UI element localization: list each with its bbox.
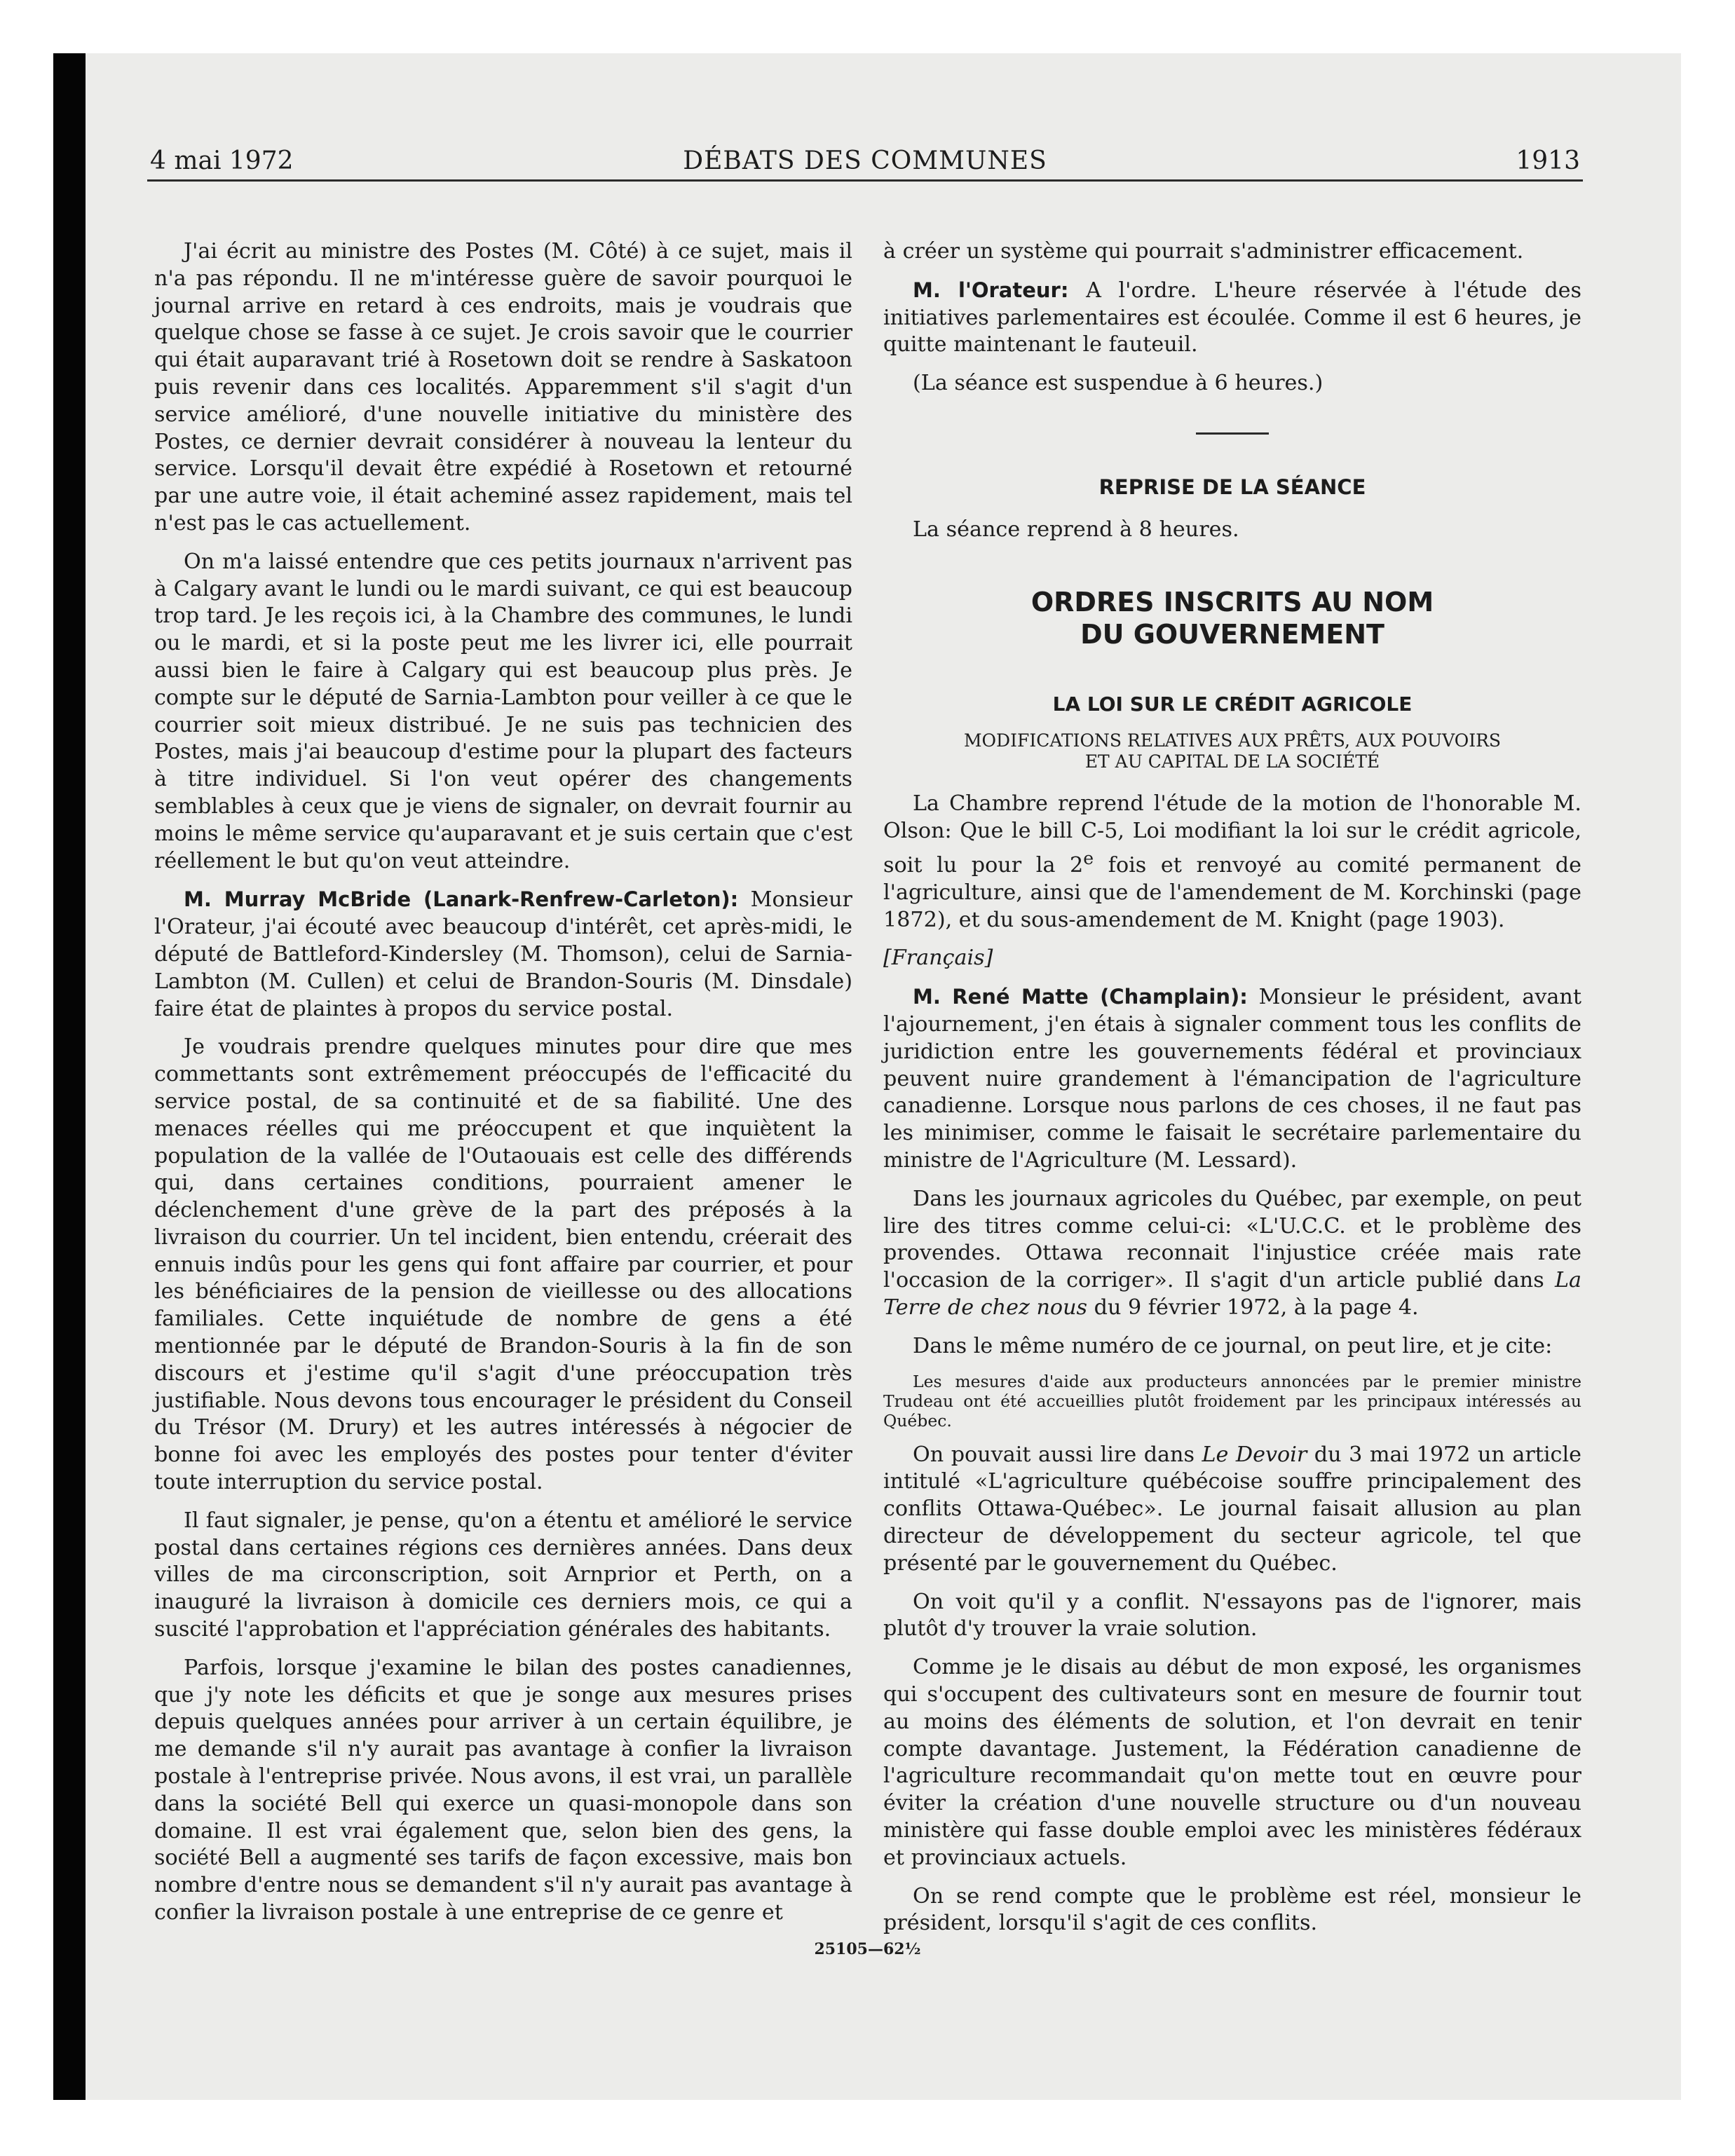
paragraph <box>883 791 1581 934</box>
paragraph: Je voudrais prendre quelques minutes pour dire que mes commettants sont extrêmement préoccupés de l'efficacité du service postal, de sa continuité et de sa fiabilité. Une des menaces réelles qui me préoccupent et que inquiètent la population de la vallée de l'Outaouais est celle des différends qui, dans certaines conditions, pourraient amener le déclenchement d'une grève de la part des préposés à la livraison du courrier. Un tel incident, bien entendu, créerait des ennuis indûs pour les gens qui font affaire par courrier, et pour les bénéficiaires de la pension de vieillesse ou des allocations familiales. Cette inquiétude de nombre de gens a été mentionnée par le député de Brandon-Souris à la fin de son discours et j'estime qu'il s'agit d'une préoccupation très justifiable. Nous devons tous encourager le président du Conseil du Trésor (M. Drury) et les autres intéressés à négocier de bonne foi avec les employés des postes pour tenter d'éviter toute interruption du service postal. <box>154 1035 852 1495</box>
speech-text: Monsieur l'Orateur, j'ai écouté avec beaucoup d'intérêt, cet après-midi, le député de Battleford-Kindersley (M. Thomson), celui de Sarnia-Lambton (M. Cullen) et celui de Brandon-Souris (M. Dinsdale) faire état de plaintes à propos du service postal. <box>154 887 852 1021</box>
paragraph: Parfois, lorsque j'examine le bilan des postes canadiennes, que j'y note les déficits et que je songe aux mesures prises depuis quelques années pour arriver à un certain équilibre, je me demande s'il n'y aurait pas avantage à confier la livraison postale à l'entreprise privée. Nous avons, il est vrai, un parallèle dans la société Bell qui exerce un quasi-monopole dans son domaine. Il est vrai également que, selon bien des gens, la société Bell a augmenté ses tarifs de façon excessive, mais bon nombre d'entre nous se demandent s'il n'y aurait pas avantage à confier la livraison postale à une entreprise de ce genre et <box>154 1655 852 1925</box>
speech-paragraph <box>154 886 852 1023</box>
page-header <box>147 144 1583 182</box>
text-run: fois et renvoyé au comité permanent de l'agriculture, ainsi que de l'amendement de M. Korchinski (page 1872), et du sous-amendement de M. Knight (page 1903). <box>883 853 1581 932</box>
paragraph: J'ai écrit au ministre des Postes (M. Côté) à ce sujet, mais il n'a pas répondu. Il ne m'intéresse guère de savoir pourquoi le journal arrive en retard à ces endroits, mais je voudrais que quelque chose se fasse à ce sujet. Je crois savoir que le courrier qui était auparavant trié à Rosetown doit se rendre à Saskatoon puis revenir dans ces localités. Apparemment s'il s'agit d'un service amélioré, d'une nouvelle initiative du ministère des Postes, ce dernier devrait considérer à nouveau la lenteur du service. Lorsqu'il devait être expédié à Rosetown et retourné par une autre voie, il était acheminé assez rapidement, mais tel n'est pas le cas actuellement. <box>154 239 852 535</box>
bill-subheading <box>883 730 1581 772</box>
paragraph: à créer un système qui pourrait s'administrer efficacement. <box>883 239 1524 264</box>
page-footer-code: 25105—62½ <box>814 1940 921 1958</box>
section-heading: REPRISE DE LA SÉANCE <box>1098 475 1366 499</box>
subheading-line: MODIFICATIONS RELATIVES AUX PRÊTS, AUX POUVOIRS <box>963 730 1502 751</box>
speech-paragraph <box>883 277 1581 359</box>
speaker-name: M. l'Orateur: <box>913 278 1069 302</box>
publication-title: Le Devoir <box>1202 1442 1307 1467</box>
paragraph: Dans le même numéro de ce journal, on peut lire, et je cite: <box>913 1333 1553 1358</box>
bill-heading: LA LOI SUR LE CRÉDIT AGRICOLE <box>1052 692 1413 716</box>
text-run: La Chambre reprend l'étude de la motion de l'honorable M. Olson: Que le bill C-5, Loi modifiant la loi sur le crédit agricole, soit lu pour la 2 <box>883 791 1581 878</box>
paragraph: On se rend compte que le problème est réel, monsieur le président, lorsqu'il s'agit de ces conflits. <box>883 1883 1581 1936</box>
subheading-line: ET AU CAPITAL DE LA SOCIÉTÉ <box>1084 751 1380 772</box>
block-quote: Les mesures d'aide aux producteurs annoncées par le premier ministre Trudeau ont été accueillies plutôt froidement par les principaux intéressés au Québec. <box>883 1371 1581 1431</box>
text-run: On pouvait aussi lire dans <box>913 1442 1202 1467</box>
scan-edge-bar <box>53 53 86 2100</box>
superscript: e <box>1083 847 1094 868</box>
major-heading-line: DU GOUVERNEMENT <box>1080 618 1384 650</box>
speech-text: A l'ordre. L'heure réservée à l'étude des initiatives parlementaires est écoulée. Comme il est 6 heures, je quitte maintenant le fauteuil. <box>883 278 1581 357</box>
text-run: du 9 février 1972, à la page 4. <box>1087 1295 1419 1320</box>
major-heading-line: ORDRES INSCRITS AU NOM <box>1030 586 1434 618</box>
header-title: DÉBATS DES COMMUNES <box>683 146 1047 175</box>
paragraph <box>883 1442 1581 1578</box>
major-heading <box>883 586 1581 650</box>
left-column <box>154 238 852 1938</box>
text-run: Dans les journaux agricoles du Québec, par exemple, on peut lire des titres comme celui-ci: «L'U.C.C. et le problème des provendes. Ottawa reconnait l'injustice créée mais rate l'occasion de la corriger». Il s'agit d'un article publié dans <box>883 1186 1581 1293</box>
section-divider <box>1196 432 1269 435</box>
paragraph: On voit qu'il y a conflit. N'essayons pas de l'ignorer, mais plutôt d'y trouver la vraie solution. <box>883 1589 1581 1642</box>
paragraph <box>883 1186 1581 1322</box>
right-column <box>883 238 1581 1949</box>
speaker-name: M. René Matte (Champlain): <box>913 985 1248 1009</box>
speech-paragraph <box>883 983 1581 1175</box>
paragraph: Il faut signaler, je pense, qu'on a étentu et amélioré le service postal dans certaines régions ces dernières années. Dans deux villes de ma circonscription, soit Arnprior et Perth, on a inauguré la livraison à domicile ces derniers mois, ce qui a suscité l'approbation et l'appréciation générales des habitants. <box>154 1508 852 1642</box>
page-number: 1913 <box>1516 146 1580 175</box>
paragraph: (La séance est suspendue à 6 heures.) <box>913 371 1324 396</box>
publication-title: La Terre de chez nous <box>883 1268 1581 1320</box>
paragraph: On m'a laissé entendre que ces petits journaux n'arrivent pas à Calgary avant le lundi ou le mardi suivant, ce qui est beaucoup trop tard. Je les reçois ici, à la Chambre des communes, le lundi ou le mardi, et si la poste peut me les livrer ici, elle pourrait aussi bien le faire à Calgary qui est beaucoup plus près. Je compte sur le député de Sarnia-Lambton pour veiller à ce que le courrier soit mieux distribué. Je ne suis pas technicien des Postes, mais j'ai beaucoup d'estime pour la plupart des facteurs à titre individuel. Si l'on veut opérer des changements semblables à ceux que je viens de signaler, on devrait fournir au moins le même service qu'auparavant et je suis certain que c'est réellement le but qu'on veut atteindre. <box>154 549 852 873</box>
paragraph: Comme je le disais au début de mon exposé, les organismes qui s'occupent des cultivateurs sont en mesure de fournir tout au moins des éléments de solution, et l'on devrait en tenir compte davantage. Justement, la Fédération canadienne de l'agriculture recommandait qu'on mette tout en œuvre pour éviter la création d'une nouvelle structure ou d'un nouveau ministère qui fasse double emploi avec les ministères fédéraux et provinciaux actuels. <box>883 1655 1581 1870</box>
speech-text: Monsieur le président, avant l'ajournement, j'en étais à signaler comment tous les conflits de juridiction entre les gouvernements fédéral et provinciaux peuvent nuire grandement à l'émancipation de l'agriculture canadienne. Lorsque nous parlons de ces choses, il ne faut pas les minimiser, comme le faisait le secrétaire parlementaire du ministre de l'Agriculture (M. Lessard). <box>883 985 1581 1173</box>
paragraph: La séance reprend à 8 heures. <box>913 517 1239 542</box>
speaker-name: M. Murray McBride (Lanark-Renfrew-Carleton): <box>184 887 739 912</box>
header-date: 4 mai 1972 <box>150 146 294 175</box>
text-run: du 3 mai 1972 un article intitulé «L'agriculture québécoise souffre principalement des conflits Ottawa-Québec». Le journal faisait allusion au plan directeur de développement du secteur agricole, tel que présenté par le gouvernement du Québec. <box>883 1442 1581 1576</box>
language-tag: [Français] <box>883 946 993 971</box>
